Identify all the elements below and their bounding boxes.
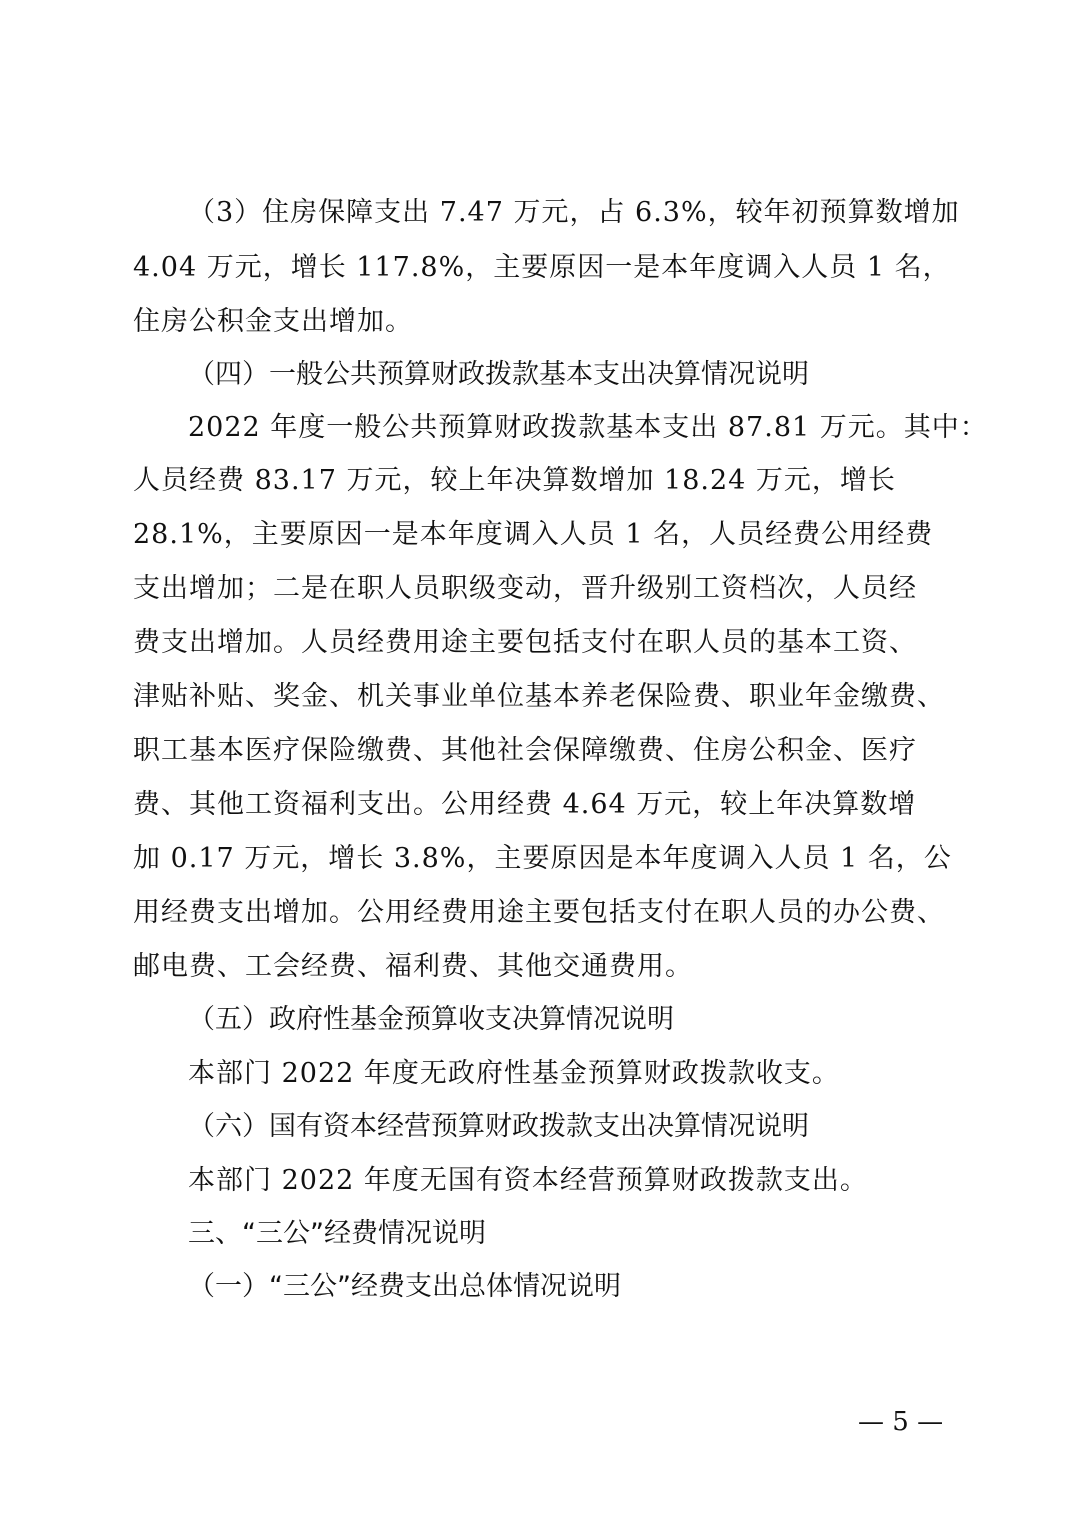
subsection-heading-1: （一）“三公”经费支出总体情况说明 [188, 1271, 621, 1302]
page-number: — 5 — [858, 1407, 944, 1437]
section-heading-5: （五）政府性基金预算收支决算情况说明 [188, 1004, 674, 1035]
paragraph-basic-expenditure-line-7: 职工基本医疗保险缴费、其他社会保障缴费、住房公积金、医疗 [133, 735, 917, 766]
paragraph-basic-expenditure-line-3: 28.1%，主要原因一是本年度调入人员 1 名，人员经费公用经费 [133, 519, 934, 550]
paragraph-government-fund: 本部门 2022 年度无政府性基金预算财政拨款收支。 [188, 1058, 840, 1089]
paragraph-housing-line-1: （3）住房保障支出 7.47 万元，占 6.3%，较年初预算数增加 [188, 197, 960, 228]
paragraph-basic-expenditure-line-11: 邮电费、工会经费、福利费、其他交通费用。 [133, 951, 693, 982]
section-heading-4: （四）一般公共预算财政拨款基本支出决算情况说明 [188, 359, 809, 390]
paragraph-housing-line-2: 4.04 万元，增长 117.8%，主要原因一是本年度调入人员 1 名， [133, 252, 951, 283]
paragraph-basic-expenditure-line-4: 支出增加；二是在职人员职级变动，晋升级别工资档次，人员经 [133, 573, 917, 604]
paragraph-state-capital: 本部门 2022 年度无国有资本经营预算财政拨款支出。 [188, 1165, 868, 1196]
section-heading-6: （六）国有资本经营预算财政拨款支出决算情况说明 [188, 1111, 809, 1142]
paragraph-basic-expenditure-line-1: 2022 年度一般公共预算财政拨款基本支出 87.81 万元。其中： [188, 412, 988, 443]
paragraph-basic-expenditure-line-2: 人员经费 83.17 万元，较上年决算数增加 18.24 万元，增长 [133, 465, 896, 496]
paragraph-basic-expenditure-line-6: 津贴补贴、奖金、机关事业单位基本养老保险费、职业年金缴费、 [133, 681, 945, 712]
paragraph-basic-expenditure-line-8: 费、其他工资福利支出。公用经费 4.64 万元，较上年决算数增 [133, 789, 917, 820]
chapter-heading-3: 三、“三公”经费情况说明 [188, 1218, 486, 1249]
paragraph-basic-expenditure-line-5: 费支出增加。人员经费用途主要包括支付在职人员的基本工资、 [133, 627, 917, 658]
paragraph-basic-expenditure-line-10: 用经费支出增加。公用经费用途主要包括支付在职人员的办公费、 [133, 897, 945, 928]
paragraph-housing-line-3: 住房公积金支出增加。 [133, 306, 413, 337]
paragraph-basic-expenditure-line-9: 加 0.17 万元，增长 3.8%，主要原因是本年度调入人员 1 名，公 [133, 843, 952, 874]
